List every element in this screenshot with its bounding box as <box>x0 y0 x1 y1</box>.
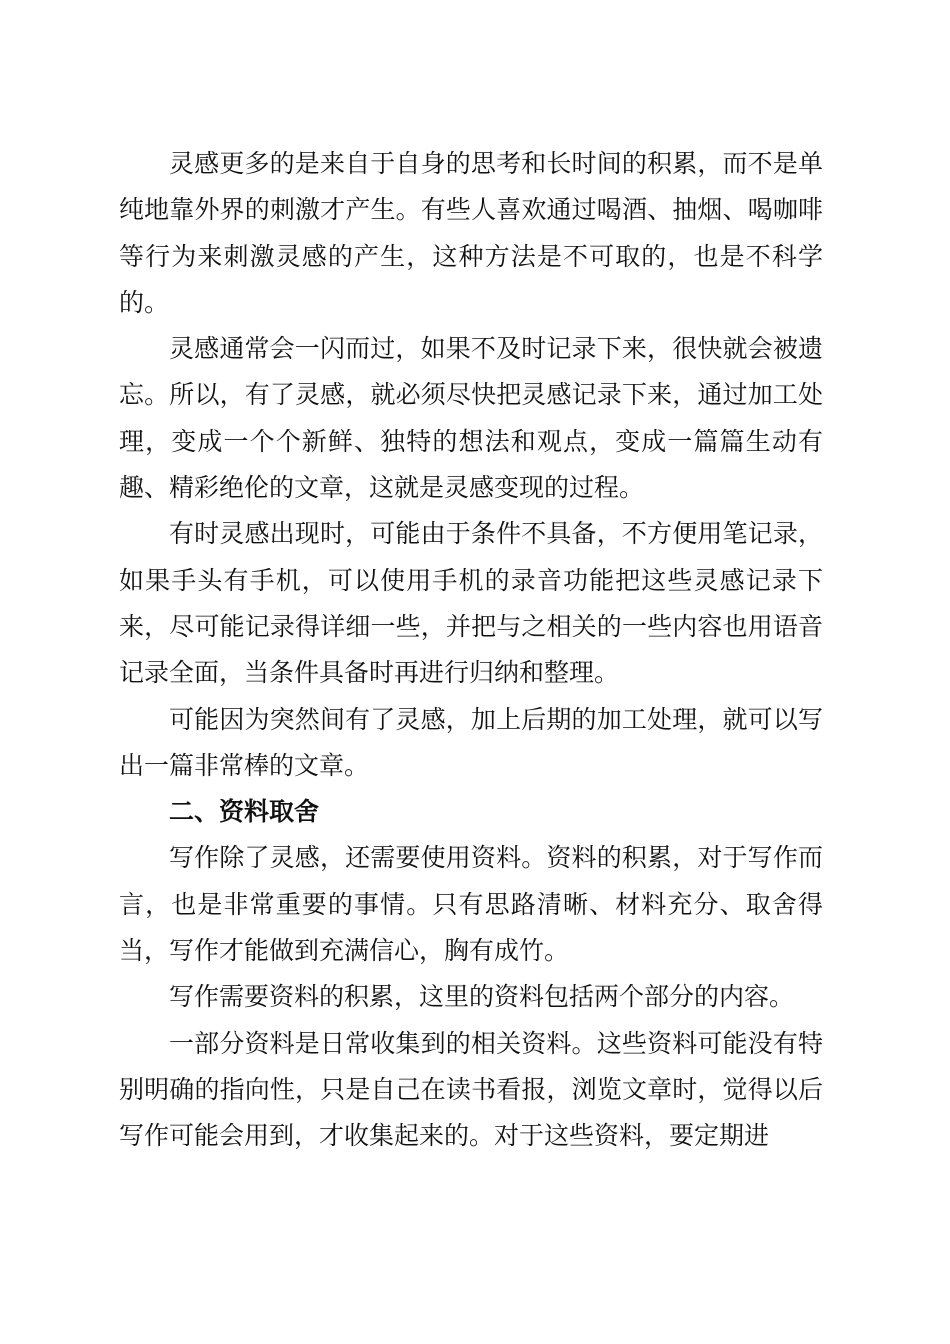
paragraph-inspiration-source: 灵感更多的是来自于自身的思考和长时间的积累，而不是单纯地靠外界的刺激才产生。有些人喜欢通过喝酒、抽烟、喝咖啡等行为来刺激灵感的产生，这种方法是不可取的，也是不科学的。 <box>119 149 823 317</box>
paragraph-materials-two-parts: 写作需要资料的积累，这里的资料包括两个部分的内容。 <box>169 982 795 1012</box>
paragraph-daily-materials: 一部分资料是日常收集到的相关资料。这些资料可能没有特别明确的指向性，只是自己在读书看报，浏览文章时，觉得以后写作可能会用到，才收集起来的。对于这些资料，要定期进 <box>119 1028 823 1151</box>
paragraph-good-article: 可能因为突然间有了灵感，加上后期的加工处理，就可以写出一篇非常棒的文章。 <box>119 704 823 780</box>
document-body <box>119 141 823 1160</box>
section-heading: 二、资料取舍 <box>169 797 320 827</box>
paragraph-materials-importance: 写作除了灵感，还需要使用资料。资料的积累，对于写作而言，也是非常重要的事情。只有思路清晰、材料充分、取舍得当，写作才能做到充满信心，胸有成竹。 <box>119 843 823 966</box>
paragraph-inspiration-record: 灵感通常会一闪而过，如果不及时记录下来，很快就会被遗忘。所以，有了灵感，就必须尽快把灵感记录下来，通过加工处理，变成一个个新鲜、独特的想法和观点，变成一篇篇生动有趣、精彩绝伦的文章，这就是灵感变现的过程。 <box>119 334 823 503</box>
paragraph-voice-record: 有时灵感出现时，可能由于条件不具备，不方便用笔记录，如果手头有手机，可以使用手机的录音功能把这些灵感记录下来，尽可能记录得详细一些，并把与之相关的一些内容也用语音记录全面，当条件具备时再进行归纳和整理。 <box>119 519 823 688</box>
